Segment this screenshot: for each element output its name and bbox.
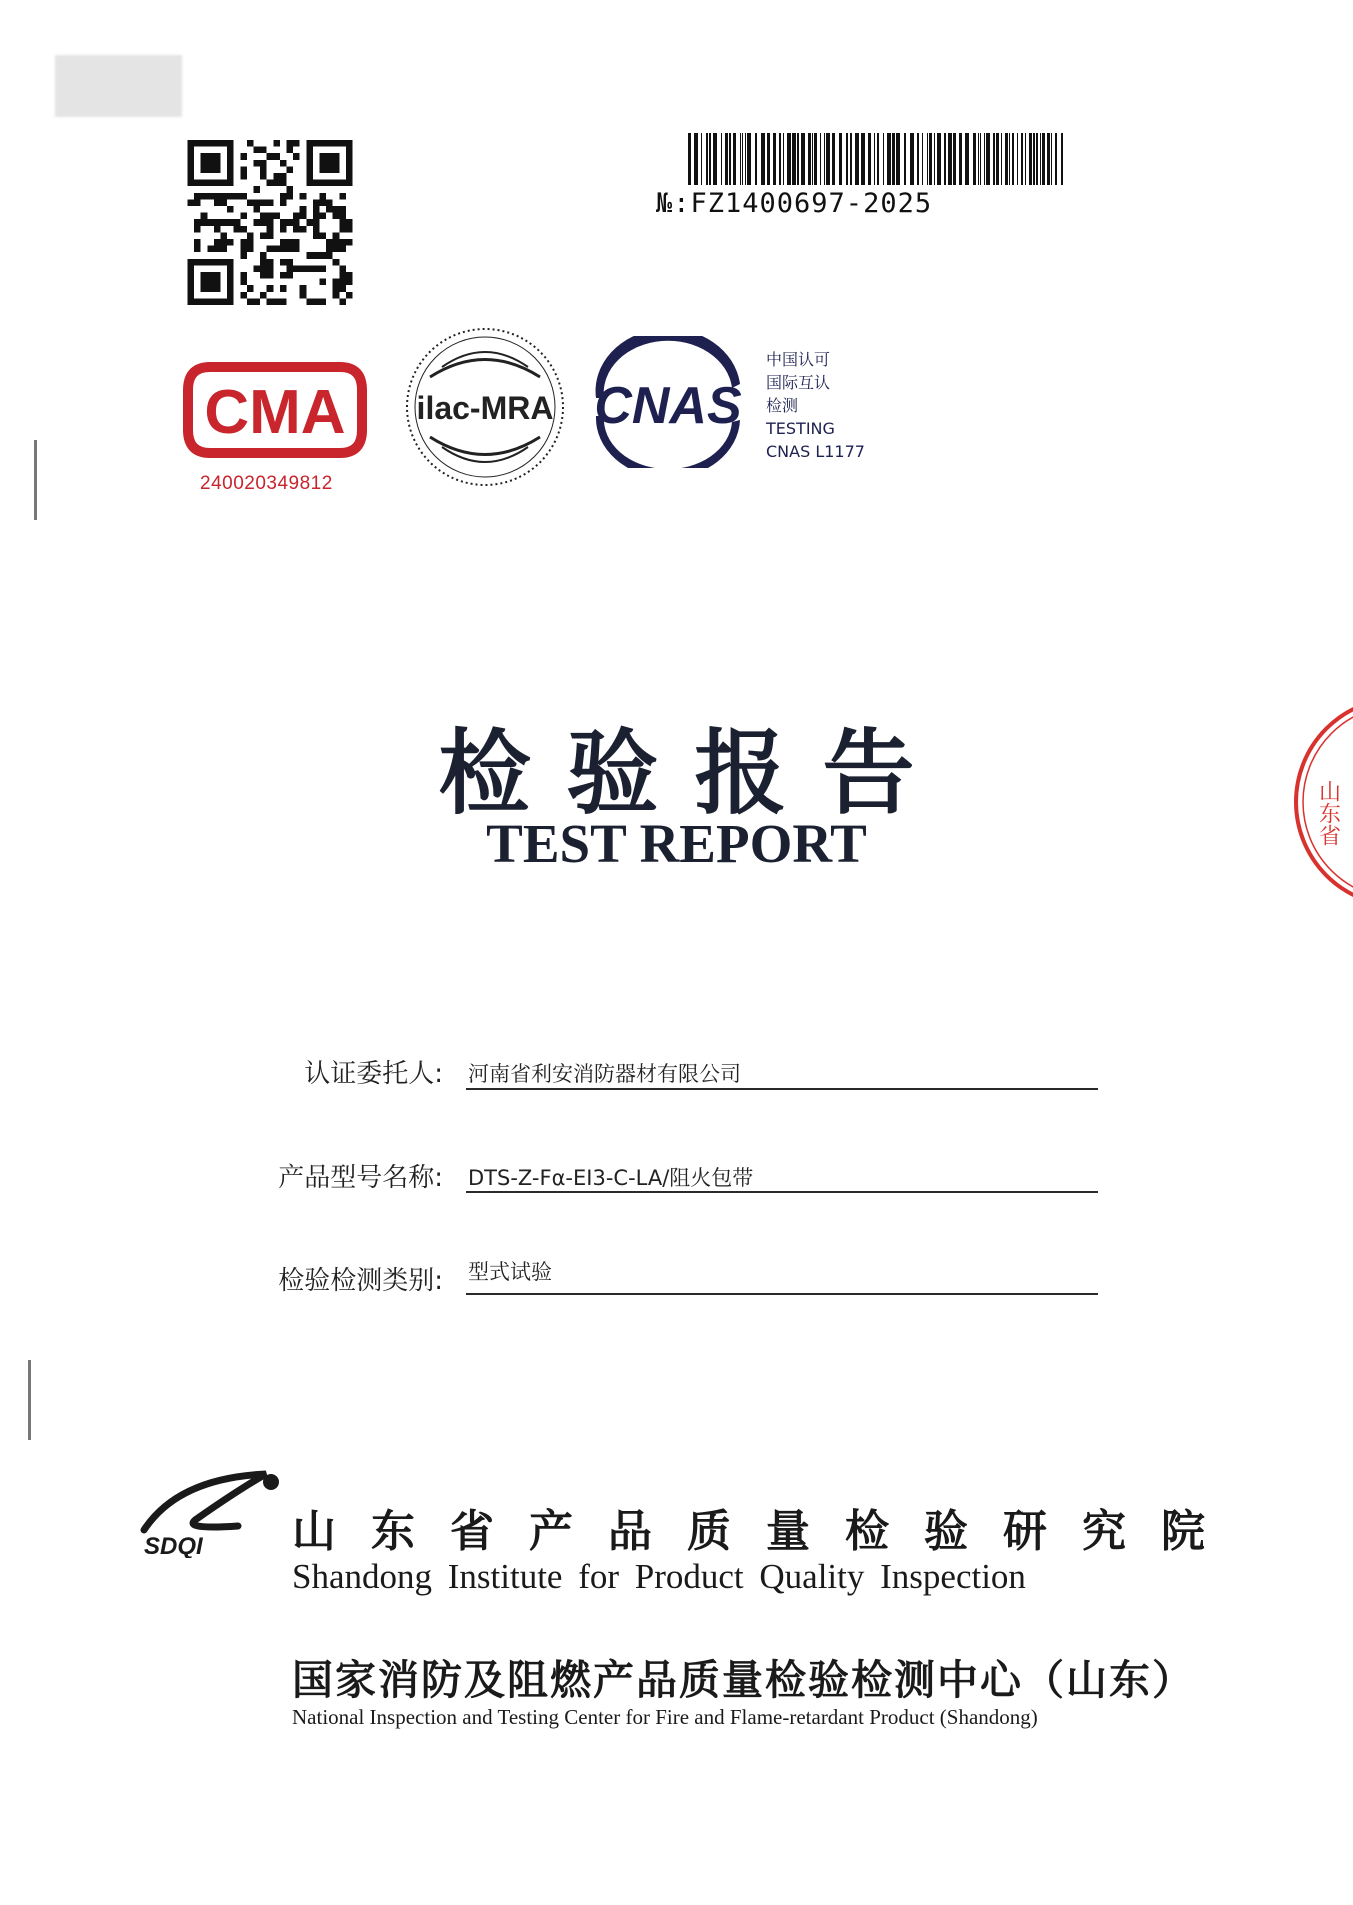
- field-label-test-type: 检验检测类别:: [278, 1266, 443, 1296]
- field-underline: [466, 1088, 1098, 1090]
- sdqi-logo-text: SDQI: [144, 1533, 203, 1558]
- red-seal-stamp: [1288, 695, 1353, 910]
- report-number: №:FZ1400697-2025: [656, 188, 933, 219]
- sdqi-logo: [138, 1468, 286, 1558]
- field-label-client: 认证委托人:: [304, 1059, 443, 1089]
- cma-logo: [180, 355, 370, 465]
- cnas-caption: 中国认可 国际互认 检测 TESTING CNAS L1177: [766, 350, 865, 461]
- issuer-name-cn: 山东省产品质量检验研究院: [292, 1506, 1240, 1557]
- binding-mark: [34, 440, 37, 520]
- binding-mark: [28, 1360, 31, 1440]
- field-underline: [466, 1191, 1098, 1193]
- center-name-cn: 国家消防及阻燃产品质量检验检测中心（山东）: [292, 1656, 1195, 1704]
- seal-text: 山东省: [1315, 780, 1341, 846]
- field-value-product: DTS-Z-Fα-EI3-C-LA/阻火包带: [468, 1166, 754, 1190]
- ilac-mra-logo: [400, 322, 570, 492]
- cma-certificate-number: 240020349812: [200, 473, 333, 494]
- ilac-logo-text: ilac-MRA: [416, 390, 554, 426]
- issuer-name-en: Shandong Institute for Product Quality Inspection: [292, 1557, 1026, 1596]
- cnas-logo-text: CNAS: [594, 377, 742, 435]
- field-underline: [466, 1293, 1098, 1295]
- field-label-product: 产品型号名称:: [278, 1163, 443, 1193]
- center-name-en: National Inspection and Testing Center for Fire and Flame-retardant Product (Shandong): [292, 1705, 1038, 1729]
- barcode: [688, 133, 1068, 185]
- report-title-en: TEST REPORT: [486, 813, 867, 874]
- redacted-label: [55, 55, 182, 117]
- cnas-logo: [582, 336, 754, 468]
- cma-logo-text: CMA: [204, 378, 346, 447]
- qr-code: [185, 140, 355, 305]
- field-value-client: 河南省利安消防器材有限公司: [468, 1062, 741, 1086]
- field-value-test-type: 型式试验: [468, 1260, 552, 1284]
- report-title-cn: 检验报告: [438, 719, 951, 827]
